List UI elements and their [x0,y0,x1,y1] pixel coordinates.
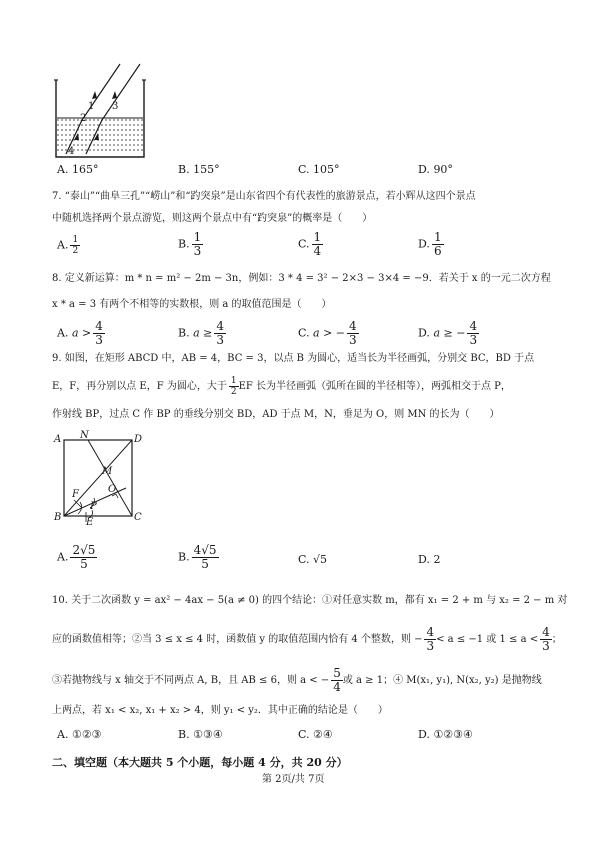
q8-stem-line1: 8. 定义新运算：m * n = m² − 2m − 3n，例如：3 * 4 = 3² − 2×3 − 3×4 = −9．若关于 x 的一元二次方程 [52,273,551,284]
fraction-denominator: 4 [313,244,322,258]
fraction-numerator: 5 [333,666,341,680]
fraction-numerator: 4 [426,625,435,639]
q10-line2-part-b: < a ≤ −1 或 1 ≤ a < [436,634,539,645]
q10-option-a[interactable] [57,728,102,741]
q9-option-d[interactable] [418,553,440,566]
option-value: 155° [193,163,220,176]
fraction-denominator: 2 [72,246,79,256]
q9-option-a[interactable] [57,544,97,571]
q9-option-c[interactable] [298,553,327,566]
q9-stem-line2 [52,376,511,397]
q8-stem-line2: x * a = 3 有两个不相等的实数根，则 a 的取值范围是（ ） [52,299,332,310]
q7-option-a[interactable] [57,235,80,256]
fraction-numerator: 1 [313,230,322,244]
q7-option-d[interactable] [418,231,444,258]
q7-option-c[interactable] [298,231,323,258]
option-letter: D. [418,237,430,251]
q10-line3-part-b: 或 a ≥ 1；④ M(x₁, y₁), N(x₂, y₂) 是抛物线 [342,675,542,686]
fraction-denominator: 5 [80,557,88,571]
q9-stem-line3: 作射线 BP，过点 C 作 BP 的垂线分别交 BD，AD 于点 M，N，垂足为 O，则 MN 的长为（ ） [52,409,500,420]
option-letter: C. [298,553,310,566]
option-letter: C. [298,163,310,176]
fraction-denominator: 3 [95,333,103,347]
fraction-denominator: 3 [426,639,435,653]
point-label-m: M [102,466,113,477]
q7-stem-line2: 中随机选择两个景点游览，则这两个景点中有“趵突泉”的概率是（ ） [52,213,373,224]
option-prefix: a ≥ − [433,326,466,340]
option-letter: A. [57,728,69,741]
point-label-e: E [86,517,94,528]
point-label-p: P [90,501,97,512]
q7-option-b[interactable] [178,231,203,258]
q10-stem-line2 [52,626,562,653]
fraction-numerator: 4 [95,319,103,333]
vertex-label-c: C [134,512,142,523]
fraction-denominator: 3 [469,333,478,347]
fraction-denominator: 3 [193,244,202,258]
q10-option-d[interactable] [418,728,473,741]
option-value: 2 [433,553,441,566]
option-letter: D. [418,728,430,741]
option-prefix: a ≥ [193,326,213,340]
option-letter: A. [57,550,69,564]
option-value: ②④ [313,728,333,741]
fraction-numerator: 4 [349,319,357,333]
option-value: ①②③ [71,728,102,741]
q7-stem-line1: 7. “泰山”“曲阜三孔”“崂山”和“趵突泉”是山东省四个有代表性的旅游景点，若小辉从这四个景点 [52,191,476,202]
option-letter: C. [298,326,310,340]
fraction-numerator: 4 [469,319,478,333]
figure-label-4: 4 [68,146,75,157]
q10-option-c[interactable] [298,728,333,741]
point-label-o: O [108,484,117,495]
q6-option-b[interactable] [178,163,220,176]
refraction-beaker-figure [52,62,152,162]
fraction-numerator: 1 [72,235,79,245]
option-prefix: a > [71,326,92,340]
option-letter: A. [57,326,69,340]
option-letter: D. [418,163,430,176]
page-number: 第 2页/共 7页 [262,774,325,785]
fraction-denominator: 2 [230,387,237,397]
q8-option-c[interactable] [298,320,359,347]
figure-label-2: 2 [80,113,87,124]
q6-option-a[interactable] [57,163,98,176]
q9-stem-line1: 9. 如图，在矩形 ABCD 中，AB = 4，BC = 3，以点 B 为圆心，适当长为半径画弧，分别交 BC，BD 于点 [52,353,535,364]
vertex-label-n: N [80,430,89,441]
option-letter: D. [418,553,430,566]
q6-option-d[interactable] [418,163,453,176]
q10-stem-line4: 上两点，若 x₁ < x₂, x₁ + x₂ > 4，则 y₁ < y₂．其中正确的结论是（ ） [52,705,388,716]
fraction-numerator: 4√5 [193,543,217,557]
option-letter: D. [418,326,430,340]
vertex-label-d: D [134,434,143,445]
fraction-denominator: 4 [333,680,341,694]
fraction-numerator: 1 [433,230,442,244]
option-value: 105° [313,163,340,176]
fraction-numerator: 2√5 [72,543,96,557]
option-letter: B. [178,550,190,564]
fraction-denominator: 3 [216,333,225,347]
option-letter: A. [57,163,69,176]
q9-line2-part-a: E，F，再分别以点 E，F 为圆心，大于 [52,381,227,392]
fraction-denominator: 3 [542,639,550,653]
q9-option-b[interactable] [178,544,219,571]
option-value: 90° [433,163,453,176]
option-letter: A. [57,238,69,252]
vertex-label-a: A [54,434,62,445]
fraction-numerator: 1 [230,376,237,386]
option-value: 165° [71,163,99,176]
q10-option-b[interactable] [178,728,223,741]
option-letter: B. [178,728,190,741]
q10-line2-part-c: ； [551,634,562,645]
q10-stem-line3 [52,667,542,694]
point-label-f: F [72,489,79,500]
option-prefix: a > − [313,326,346,340]
q9-line2-part-b: EF 长为半径画弧（弧所在圆的半径相等），两弧相交于点 P， [238,381,511,392]
option-letter: C. [298,728,310,741]
option-letter: B. [178,163,190,176]
fraction-denominator: 6 [433,244,442,258]
fraction-numerator: 4 [542,625,550,639]
q10-line3-part-a: ③若抛物线与 x 轴交于不同两点 A, B，且 AB ≤ 6，则 a < − [52,675,330,686]
q10-stem-line1: 10. 关于二次函数 y = ax² − 4ax − 5(a ≠ 0) 的四个结论：①对任意实数 m，都有 x₁ = 2 + m 与 x₂ = 2 − m 对 [52,595,568,606]
section-2-heading: 二、填空题（本大题共 5 个小题，每小题 4 分，共 20 分） [52,756,348,769]
fraction-numerator: 4 [216,319,225,333]
fraction-denominator: 5 [201,557,209,571]
option-letter: B. [178,326,190,340]
figure-label-3: 3 [112,101,119,112]
option-value: ①③④ [193,728,223,741]
q6-option-c[interactable] [298,163,340,176]
vertex-label-b: B [54,512,62,523]
fraction-denominator: 3 [349,333,357,347]
option-letter: C. [298,237,310,251]
fraction-numerator: 1 [193,230,202,244]
q10-line2-part-a: 应的函数值相等；②当 3 ≤ x ≤ 4 时，函数值 y 的取值范围内恰有 4 个整数，则 − [52,634,423,645]
option-value: √5 [313,553,328,566]
option-letter: B. [178,237,190,251]
q8-option-d[interactable] [418,320,479,347]
option-value: ①②③④ [433,728,473,741]
q8-option-b[interactable] [178,320,226,347]
q8-option-a[interactable] [57,320,105,347]
figure-label-1: 1 [88,101,95,112]
